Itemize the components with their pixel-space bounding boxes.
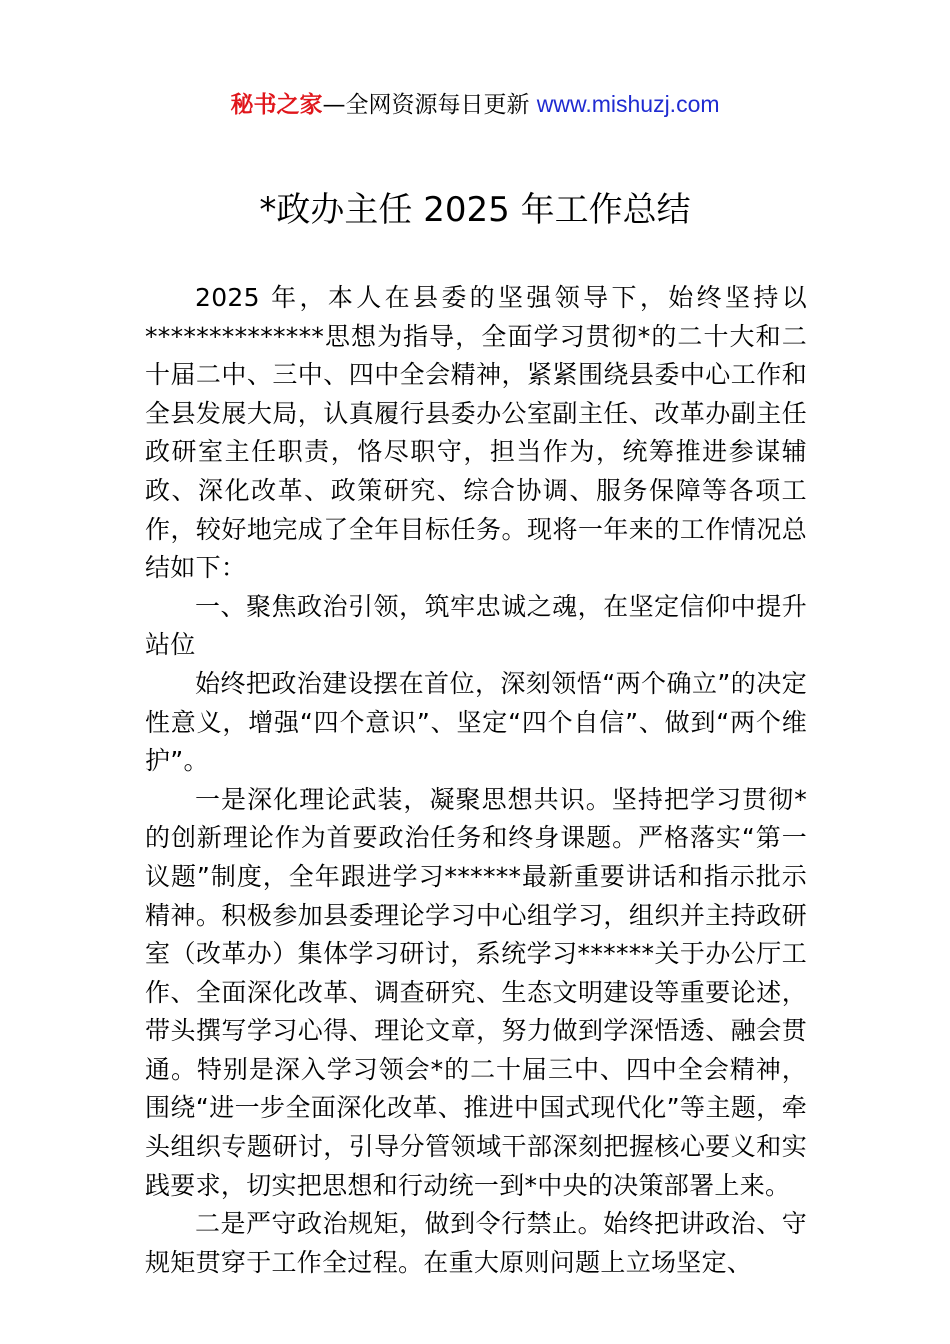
site-brand-name: 秘书之家	[230, 92, 323, 118]
theory-study-paragraph: 一是深化理论武装，凝聚思想共识。坚持把学习贯彻*的创新理论作为首要政治任务和终身课题。严格落实“第一议题”制度，全年跟进学习******最新重要讲话和指示批示精神。积极参加县委理论学习中心组学习，组织并主持政研室（改革办）集体学习研讨，系统学习******关于办公厅工作、全面深化改革、调查研究、生态文明建设等重要论述，带头撰写学习心得、理论文章，努力做到学深悟透、融会贯通。特别是深入学习领会*的二十届三中、四中全会精神，围绕“进一步全面深化改革、推进中国式现代化”等主题，牵头组织专题研讨，引导分管领域干部深刻把握核心要义和实践要求，切实把思想和行动统一到*中央的决策部署上来。	[145, 784, 807, 1200]
site-slogan: —全网资源每日更新	[322, 92, 537, 118]
section-1-intro-paragraph: 始终把政治建设摆在首位，深刻领悟“两个确立”的决定性意义，增强“四个意识”、坚定“四个自信”、做到“两个维护”。	[145, 668, 807, 776]
intro-paragraph: 2025 年，本人在县委的坚强领导下，始终坚持以**************思想为指导，全面学习贯彻*的二十大和二十届二中、三中、四中全会精神，紧紧围绕县委中心工作和全县发展大局，认真履行县委办公室副主任、改革办副主任政研室主任职责，恪尽职守，担当作为，统筹推进参谋辅政、深化改革、政策研究、综合协调、服务保障等各项工作，较好地完成了全年目标任务。现将一年来的工作情况总结如下：	[145, 283, 807, 583]
section-heading-1: 一、聚焦政治引领，筑牢忠诚之魂，在坚定信仰中提升站位	[145, 591, 807, 660]
site-url-link[interactable]: www.mishuzj.com	[536, 91, 720, 117]
document-title: *政办主任 2025 年工作总结	[259, 190, 691, 230]
site-banner	[0, 88, 950, 121]
document-body	[145, 279, 807, 1282]
political-rules-paragraph: 二是严守政治规矩，做到令行禁止。始终把讲政治、守规矩贯穿于工作全过程。在重大原则问题上立场坚定、	[145, 1209, 807, 1277]
